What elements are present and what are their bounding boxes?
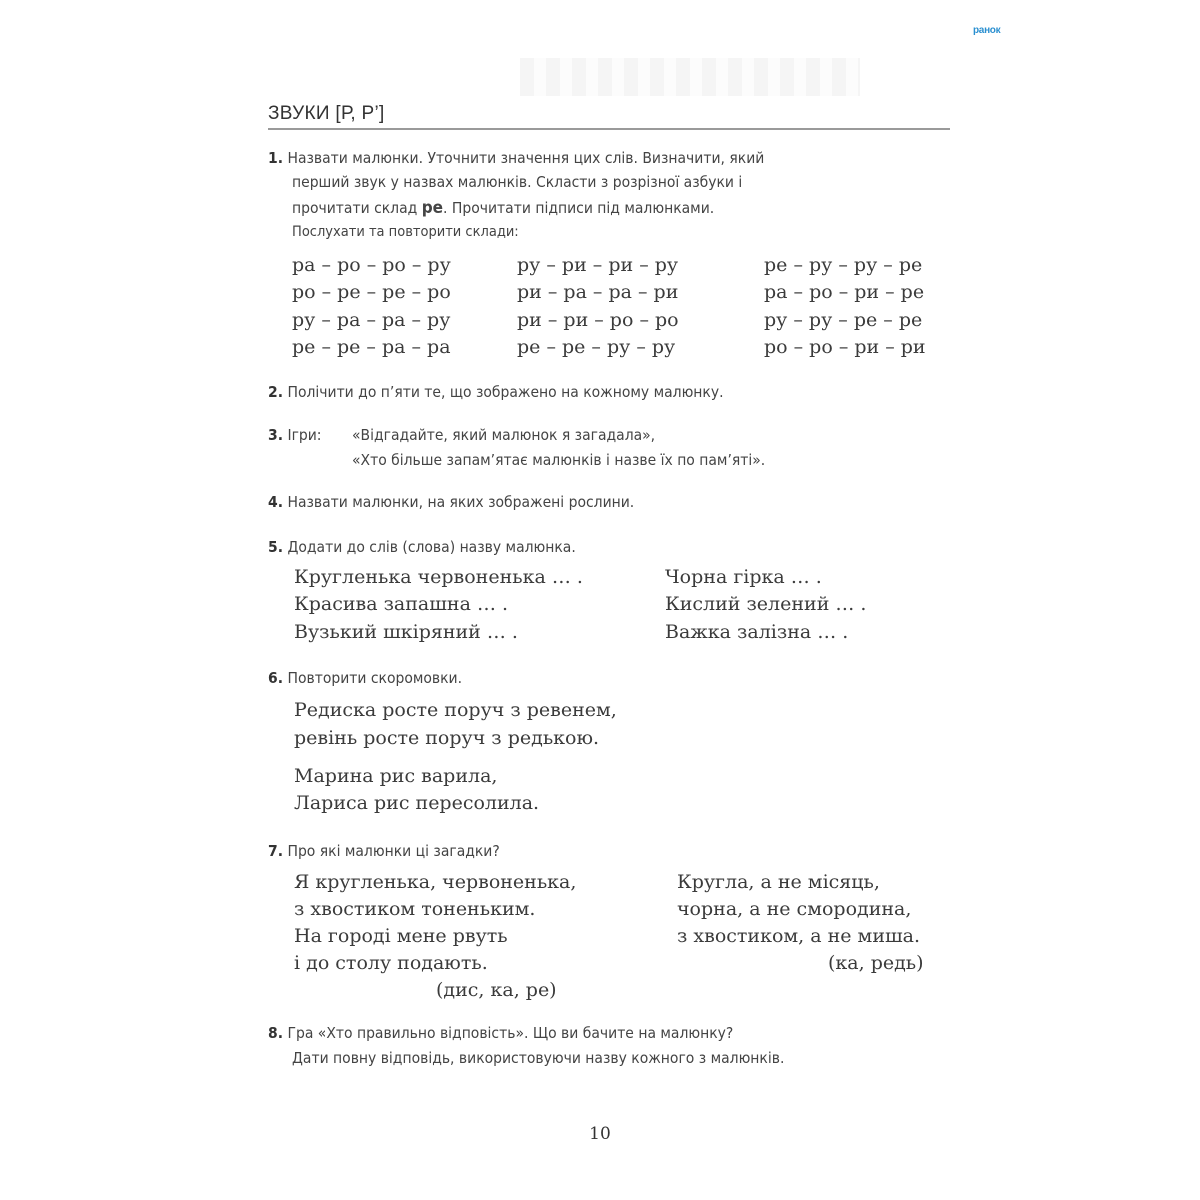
exercise-7: [268, 842, 500, 860]
phrase: Кислий зелений … .: [665, 593, 867, 615]
riddle-line: з хвостиком, а не миша.: [677, 925, 921, 947]
exercise-number: 8.: [268, 1024, 284, 1042]
tongue-twister-line: Лариса рис пересолила.: [294, 792, 540, 814]
syllable-cell: ра – ро – ро – ру: [292, 254, 451, 276]
syllable-cell: ру – ра – ра – ру: [292, 309, 451, 331]
riddle-line: з хвостиком тоненьким.: [294, 898, 536, 920]
phrase: Чорна гірка … .: [665, 566, 822, 588]
game-title: «Відгадайте, який малюнок я загадала»,: [352, 426, 656, 444]
exercise-text: Повторити скоромовки.: [287, 669, 463, 687]
riddle-line: і до столу подають.: [294, 952, 488, 974]
syllable-cell: ру – ри – ри – ру: [517, 254, 679, 276]
exercise-label: Ігри:: [287, 426, 322, 444]
tongue-twister-line: Марина рис варила,: [294, 765, 498, 787]
exercise-text: Додати до слів (слова) назву малюнка.: [287, 538, 576, 556]
game-title: «Хто більше запам’ятає малюнків і назве їх по пам’яті».: [352, 451, 766, 469]
page-heading: ЗВУКИ [Р, Р’]: [268, 103, 385, 124]
syllable-cell: ри – ра – ра – ри: [517, 281, 679, 303]
exercise-1-line-4: Послухати та повторити склади:: [292, 224, 519, 240]
bold-syllable: ре: [421, 198, 444, 218]
syllable-cell: ра – ро – ри – ре: [764, 281, 925, 303]
exercise-text: Гра «Хто правильно відповість». Що ви бачите на малюнку?: [287, 1024, 734, 1042]
syllable-cell: ро – ро – ри – ри: [764, 336, 926, 358]
riddle-line: чорна, а не смородина,: [677, 898, 912, 920]
exercise-1-line-3: [292, 198, 714, 218]
text-fragment: . Прочитати підписи під малюнками.: [443, 199, 715, 217]
exercise-text: Полічити до п’яти те, що зображено на кожному малюнку.: [287, 383, 724, 401]
exercise-number: 4.: [268, 493, 284, 511]
exercise-number: 6.: [268, 669, 284, 687]
tongue-twister-line: ревінь росте поруч з редькою.: [294, 727, 600, 749]
phrase: Красива запашна … .: [294, 593, 509, 615]
exercise-1: [268, 149, 764, 167]
exercise-number: 2.: [268, 383, 284, 401]
syllable-cell: ре – ре – ра – ра: [292, 336, 451, 358]
page-number: 10: [589, 1124, 611, 1144]
exercise-number: 5.: [268, 538, 284, 556]
riddle-answer: (ка, редь): [828, 952, 924, 974]
exercise-text: Про які малюнки ці загадки?: [287, 842, 500, 860]
phrase: Кругленька червоненька … .: [294, 566, 583, 588]
riddle-line: Кругла, а не місяць,: [677, 871, 880, 893]
exercise-4: [268, 493, 634, 511]
exercise-8-line-2: Дати повну відповідь, використовуючи назву кожного з малюнків.: [292, 1049, 785, 1067]
riddle-answer: (дис, ка, ре): [436, 979, 557, 1001]
syllable-cell: ро – ре – ре – ро: [292, 281, 451, 303]
exercise-3: [268, 426, 322, 444]
exercise-5: [268, 538, 576, 556]
syllable-cell: ре – ру – ру – ре: [764, 254, 923, 276]
exercise-number: 7.: [268, 842, 284, 860]
exercise-number: 1.: [268, 149, 284, 167]
exercise-text: Назвати малюнки, на яких зображені рослини.: [287, 493, 635, 511]
tongue-twister-line: Редиска росте поруч з ревенем,: [294, 699, 617, 721]
exercise-8: [268, 1024, 733, 1042]
syllable-cell: ри – ри – ро – ро: [517, 309, 679, 331]
exercise-text: Назвати малюнки. Уточнити значення цих слів. Визначити, який: [287, 149, 765, 167]
phrase: Важка залізна … .: [665, 621, 849, 643]
exercise-2: [268, 383, 724, 401]
heading-rule: [268, 128, 950, 130]
text-fragment: прочитати склад: [292, 199, 422, 217]
syllable-cell: ре – ре – ру – ру: [517, 336, 676, 358]
riddle-line: На городі мене рвуть: [294, 925, 508, 947]
show-through-artifact: [520, 58, 860, 96]
phrase: Вузький шкіряний … .: [294, 621, 518, 643]
syllable-cell: ру – ру – ре – ре: [764, 309, 923, 331]
riddle-line: Я кругленька, червоненька,: [294, 871, 577, 893]
publisher-logo: ранок: [973, 25, 1001, 36]
exercise-1-line-2: перший звук у назвах малюнків. Скласти з розрізної азбуки і: [292, 173, 743, 191]
exercise-6: [268, 669, 462, 687]
exercise-number: 3.: [268, 426, 284, 444]
